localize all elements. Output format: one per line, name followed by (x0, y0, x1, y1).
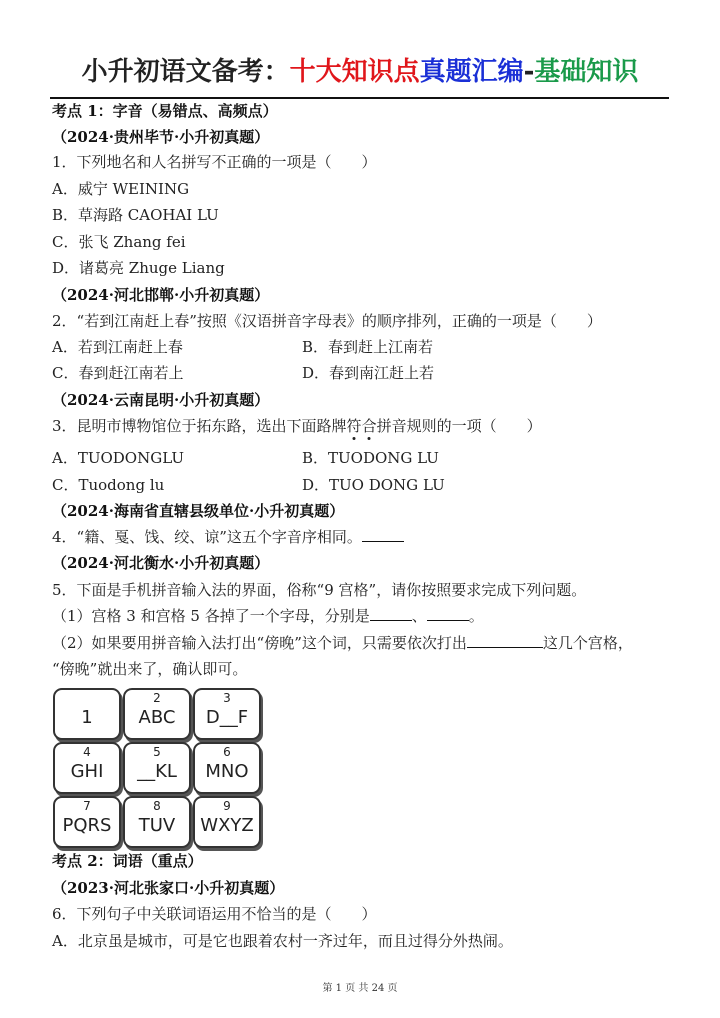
page-footer: 第 1 页 共 24 页 (322, 983, 398, 994)
option: B．TUODONG LU (302, 449, 439, 467)
option: A．若到江南赶上春 (52, 338, 183, 356)
question-source: （2024·海南省直辖县级单位·小升初真题） (52, 502, 345, 520)
question-stem: 6．下列句子中关联词语运用不恰当的是（ ） (52, 905, 377, 923)
stem-text: 3．昆明市博物馆位于拓东路，选出下面路牌 (52, 417, 347, 435)
question-source: （2023·河北张家口·小升初真题） (52, 879, 285, 897)
sub-question-cont: “傍晚”就出来了，确认即可。 (52, 660, 248, 678)
page-title (0, 54, 720, 90)
key-number: 9 (223, 799, 231, 813)
keypad-key (123, 688, 191, 740)
question-stem (52, 527, 404, 547)
key-number: 8 (153, 799, 161, 813)
key-letters: 1 (81, 707, 93, 728)
question-stem: 2．“若到江南赶上春”按照《汉语拼音字母表》的顺序排列，正确的一项是（ ） (52, 312, 602, 330)
stem-text: （2）如果要用拼音输入法打出“傍晚”这个词，只需要依次打出 (52, 634, 467, 652)
key-number: 7 (83, 799, 91, 813)
question-stem: 5．下面是手机拼音输入法的界面，俗称“9 宫格”，请你按照要求完成下列问题。 (52, 581, 587, 599)
answer-blank[interactable] (370, 606, 412, 621)
option: C．张飞 Zhang fei (52, 233, 186, 251)
key-letters: GHI (70, 761, 104, 782)
answer-blank[interactable] (427, 606, 469, 621)
option: A．TUODONGLU (52, 449, 184, 467)
title-part-blue: 真题汇编 (419, 57, 524, 87)
key-letters: D__F (205, 707, 249, 728)
key-number: 4 (83, 745, 91, 759)
stem-text: （1）宫格 3 和宫格 5 各掉了一个字母，分别是 (52, 607, 370, 625)
emphasis-char: 合 (361, 417, 377, 435)
title-part: 小升初语文备考： (81, 57, 290, 87)
key-letters: __KL (137, 761, 177, 782)
stem-text: 4．“籍、戛、饯、绞、谅”这五个字音序相同。 (52, 528, 362, 546)
key-number: 5 (153, 745, 161, 759)
sub-question (52, 633, 633, 653)
stem-text: 。 (468, 607, 484, 625)
section-heading: 考点 2：词语（重点） (52, 852, 203, 870)
keypad-key (193, 742, 261, 794)
question-stem (52, 416, 542, 436)
key-number: 2 (153, 691, 161, 705)
stem-text: 拼音规则的一项（ ） (376, 417, 542, 435)
question-stem: 1．下列地名和人名拼写不正确的一项是（ ） (52, 153, 377, 171)
key-number: 3 (223, 691, 231, 705)
answer-blank[interactable] (362, 527, 404, 542)
option: B．春到赶上江南若 (302, 338, 434, 356)
answer-blank[interactable] (467, 633, 543, 648)
option: D．诸葛亮 Zhuge Liang (52, 259, 225, 277)
section-heading: 考点 1：字音（易错点、高频点） (52, 102, 278, 120)
keypad-key (193, 796, 261, 848)
option: B．草海路 CAOHAI LU (52, 206, 219, 224)
keypad-key (123, 742, 191, 794)
title-part-green: 基础知识 (534, 57, 639, 87)
keypad-key (123, 796, 191, 848)
keypad-key (193, 688, 261, 740)
option: D．TUO DONG LU (302, 476, 445, 494)
option: C．春到赶江南若上 (52, 364, 184, 382)
key-letters: PQRS (62, 815, 112, 836)
question-source: （2024·云南昆明·小升初真题） (52, 391, 270, 409)
separator: 、 (411, 607, 427, 625)
key-number: 6 (223, 745, 231, 759)
question-source: （2024·贵州毕节·小升初真题） (52, 128, 270, 146)
question-source: （2024·河北邯郸·小升初真题） (52, 286, 270, 304)
key-letters: WXYZ (200, 815, 254, 836)
option: A．威宁 WEINING (52, 180, 190, 198)
key-letters: MNO (205, 761, 249, 782)
question-source: （2024·河北衡水·小升初真题） (52, 554, 270, 572)
title-part-red: 十大知识点 (289, 57, 420, 87)
keypad-key (53, 796, 121, 848)
keypad-key (53, 688, 121, 740)
pinyin-keypad-figure (53, 688, 265, 846)
stem-text: 这几个宫格， (542, 634, 633, 652)
option: A．北京虽是城市，可是它也跟着农村一齐过年，而且过得分外热闹。 (52, 932, 513, 950)
title-divider (50, 97, 669, 99)
option: C．Tuodong lu (52, 476, 165, 494)
key-letters: TUV (138, 815, 176, 836)
option: D．春到南江赶上若 (302, 364, 435, 382)
emphasis-char: 符 (346, 417, 362, 435)
keypad-key (53, 742, 121, 794)
sub-question (52, 606, 484, 626)
title-dash: - (523, 57, 535, 87)
key-letters: ABC (138, 707, 176, 728)
